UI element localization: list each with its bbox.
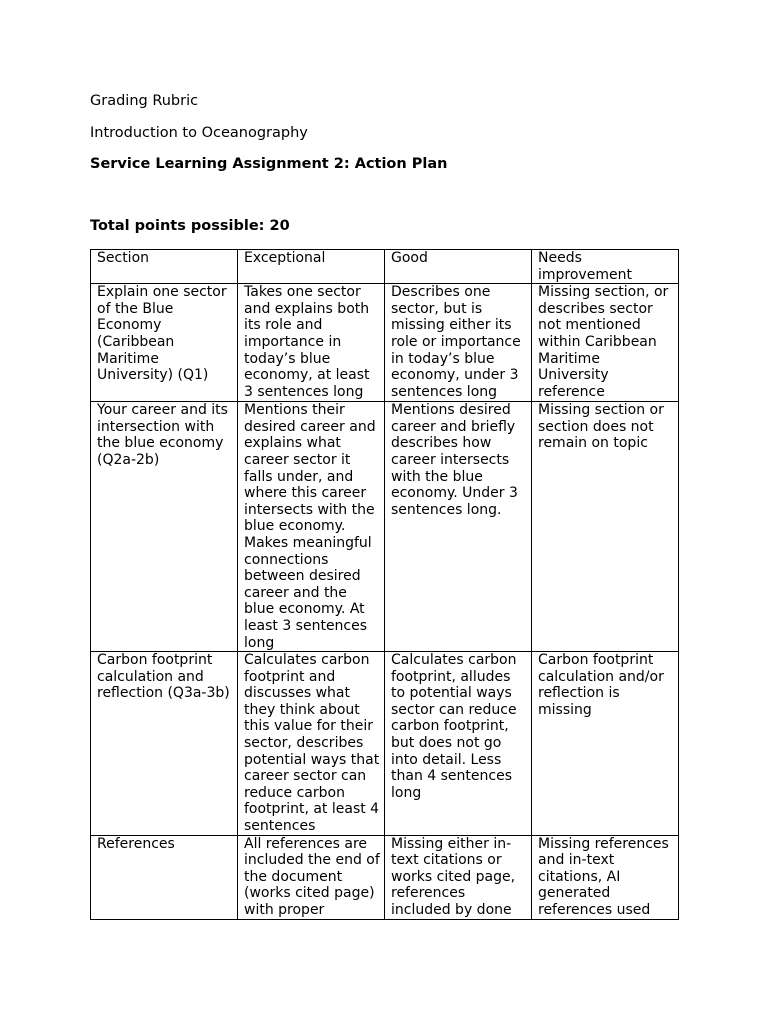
table-row	[91, 284, 679, 402]
exceptional-cell: All references are included the end of the document (works cited page) with proper	[238, 835, 385, 919]
needs-improvement-cell: Missing section, or describes sector not mentioned within Caribbean Maritime University reference	[532, 284, 679, 402]
section-cell: Explain one sector of the Blue Economy (Caribbean Maritime University) (Q1)	[91, 284, 238, 402]
header-cell-exceptional: Exceptional	[238, 250, 385, 284]
needs-improvement-cell: Missing section or section does not remain on topic	[532, 402, 679, 652]
needs-improvement-cell: Carbon footprint calculation and/or reflection is missing	[532, 652, 679, 836]
table-header-row	[91, 250, 679, 284]
exceptional-cell: Mentions their desired career and explains what career sector it falls under, and where this career intersects with the blue economy. Makes meaningful connections between desired career and the blue economy. At least 3 sentences long	[238, 402, 385, 652]
course-name: Introduction to Oceanography	[90, 125, 308, 141]
table-row	[91, 835, 679, 919]
rubric-heading: Grading Rubric	[90, 93, 199, 109]
good-cell: Mentions desired career and briefly describes how career intersects with the blue economy. Under 3 sentences long.	[385, 402, 532, 652]
section-cell: References	[91, 835, 238, 919]
good-cell: Missing either in-text citations or works cited page, references included by done	[385, 835, 532, 919]
section-cell: Your career and its intersection with the blue economy (Q2a-2b)	[91, 402, 238, 652]
exceptional-cell: Calculates carbon footprint and discusses what they think about this value for their sector, describes potential ways that career sector can reduce carbon footprint, at least 4 sentences	[238, 652, 385, 836]
header-cell-needs-improvement: Needs improvement	[532, 250, 679, 284]
good-cell: Calculates carbon footprint, alludes to potential ways sector can reduce carbon footprint, but does not go into detail. Less than 4 sentences long	[385, 652, 532, 836]
assignment-title: Service Learning Assignment 2: Action Plan	[90, 156, 448, 172]
needs-improvement-cell: Missing references and in-text citations, AI generated references used	[532, 835, 679, 919]
good-cell: Describes one sector, but is missing either its role or importance in today’s blue economy, under 3 sentences long	[385, 284, 532, 402]
rubric-table	[90, 249, 679, 920]
exceptional-cell: Takes one sector and explains both its role and importance in today’s blue economy, at least 3 sentences long	[238, 284, 385, 402]
table-row	[91, 402, 679, 652]
header-cell-good: Good	[385, 250, 532, 284]
total-points: Total points possible: 20	[90, 218, 290, 234]
header-cell-section: Section	[91, 250, 238, 284]
section-cell: Carbon footprint calculation and reflection (Q3a-3b)	[91, 652, 238, 836]
table-row	[91, 652, 679, 836]
